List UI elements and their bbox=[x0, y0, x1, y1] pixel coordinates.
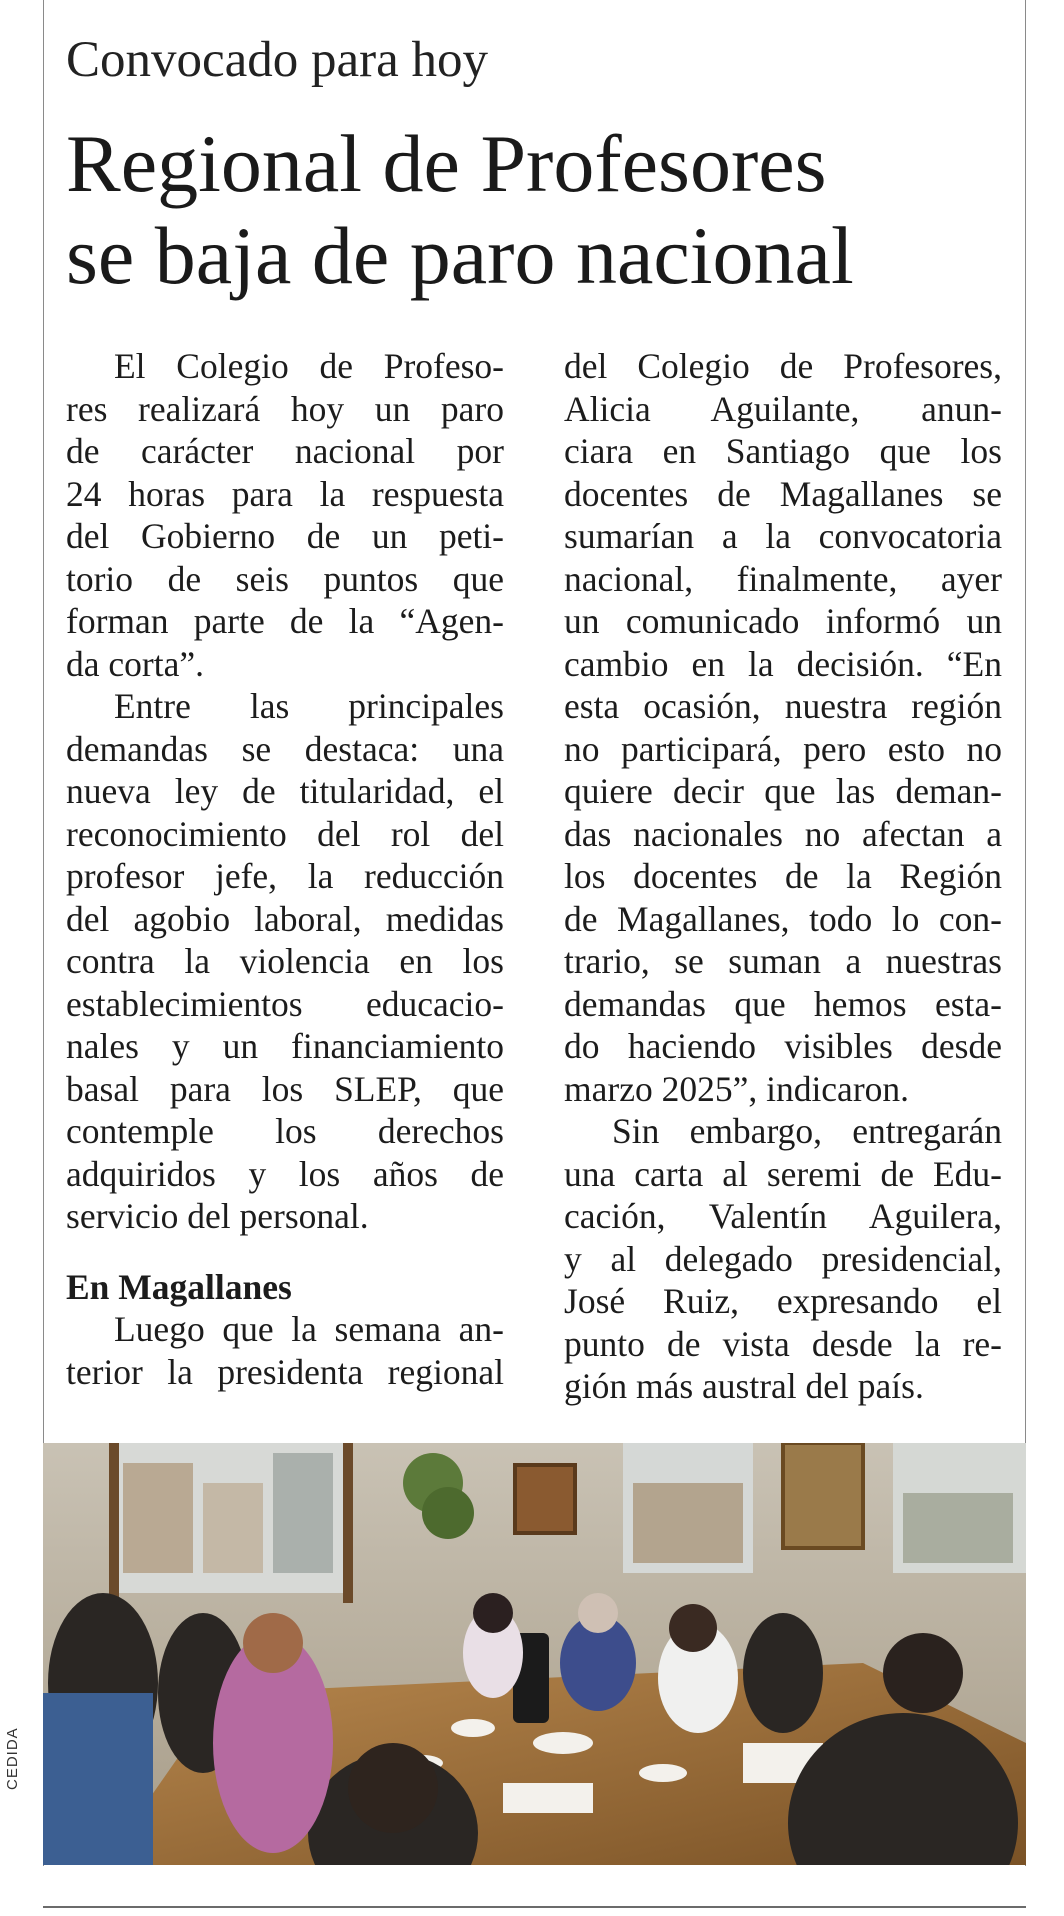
section-subhead: En Magallanes bbox=[66, 1266, 292, 1307]
headline-line: se baja de paro nacional bbox=[66, 210, 854, 301]
article-column-2 bbox=[564, 345, 1002, 1408]
meeting-photo bbox=[43, 1443, 1026, 1865]
article-line: basal para los SLEP, que bbox=[66, 1068, 504, 1109]
article-line: da corta”. bbox=[66, 643, 204, 684]
article-line: adquiridos y los años de bbox=[66, 1153, 504, 1194]
article-line: Sin embargo, entregarán bbox=[612, 1111, 1002, 1151]
article-line: profesor jefe, la reducción bbox=[66, 856, 504, 896]
article-line: cambio en la decisión. “En bbox=[564, 643, 1002, 684]
article-line: punto de vista desde la re- bbox=[564, 1323, 1002, 1364]
bottom-rule bbox=[43, 1906, 1026, 1908]
article-line: Luego que la semana an- bbox=[114, 1309, 504, 1349]
article-line: del Colegio de Profesores, bbox=[564, 346, 1002, 386]
article-line: gión más austral del país. bbox=[564, 1366, 924, 1406]
article-line: una carta al seremi de Edu- bbox=[564, 1153, 1002, 1194]
article-line: los docentes de la Región bbox=[564, 856, 1002, 896]
article-line: un comunicado informó un bbox=[564, 601, 1002, 641]
article-line: esta ocasión, nuestra región bbox=[564, 686, 1002, 726]
article-line: El Colegio de Profeso- bbox=[114, 346, 504, 386]
article-line: terior la presidenta regional bbox=[66, 1351, 504, 1392]
article-line: demandas que hemos esta- bbox=[564, 983, 1002, 1024]
article-line: do haciendo visibles desde bbox=[564, 1026, 1002, 1066]
article-line: reconocimiento del rol del bbox=[66, 813, 504, 854]
article-line: de Magallanes, todo lo con- bbox=[564, 898, 1002, 939]
article-line: José Ruiz, expresando el bbox=[564, 1281, 1002, 1321]
article-headline bbox=[66, 118, 854, 302]
article-line: de carácter nacional por bbox=[66, 431, 504, 471]
article-line: nacional, finalmente, ayer bbox=[564, 558, 1002, 599]
article-line: trario, se suman a nuestras bbox=[564, 941, 1002, 981]
article-line: marzo 2025”, indicaron. bbox=[564, 1068, 910, 1109]
article-line: nueva ley de titularidad, el bbox=[66, 771, 504, 811]
article-line: demandas se destaca: una bbox=[66, 728, 504, 769]
article-line: Entre las principales bbox=[114, 686, 504, 726]
meeting-photo-icon bbox=[43, 1443, 1026, 1865]
article-line: torio de seis puntos que bbox=[66, 558, 504, 599]
article-column-1 bbox=[66, 345, 504, 1393]
article-line: forman parte de la “Agen- bbox=[66, 601, 504, 641]
article-line: del Gobierno de un peti- bbox=[66, 516, 504, 556]
article-line: res realizará hoy un paro bbox=[66, 388, 504, 429]
article-kicker: Convocado para hoy bbox=[66, 32, 489, 88]
article-line: servicio del personal. bbox=[66, 1196, 369, 1236]
article-line: y al delegado presidencial, bbox=[564, 1238, 1002, 1279]
article-line: Alicia Aguilante, anun- bbox=[564, 388, 1002, 429]
article-line: cación, Valentín Aguilera, bbox=[564, 1196, 1002, 1236]
article-line: quiere decir que las deman- bbox=[564, 771, 1002, 811]
article-line: docentes de Magallanes se bbox=[564, 473, 1002, 514]
article-line: sumarían a la convocatoria bbox=[564, 516, 1002, 556]
paragraph-gap bbox=[66, 1238, 504, 1266]
article-line: contra la violencia en los bbox=[66, 941, 504, 981]
article-line: contemple los derechos bbox=[66, 1111, 504, 1151]
photo-credit: CEDIDA bbox=[4, 1727, 21, 1790]
article-line: del agobio laboral, medidas bbox=[66, 898, 504, 939]
article-line: no participará, pero esto no bbox=[564, 728, 1002, 769]
article-line: nales y un financiamiento bbox=[66, 1026, 504, 1066]
article-line: ciara en Santiago que los bbox=[564, 431, 1002, 471]
article-line: establecimientos educacio- bbox=[66, 983, 504, 1024]
article-line: 24 horas para la respuesta bbox=[66, 473, 504, 514]
article-line: das nacionales no afectan a bbox=[564, 813, 1002, 854]
headline-line: Regional de Profesores bbox=[66, 118, 827, 209]
